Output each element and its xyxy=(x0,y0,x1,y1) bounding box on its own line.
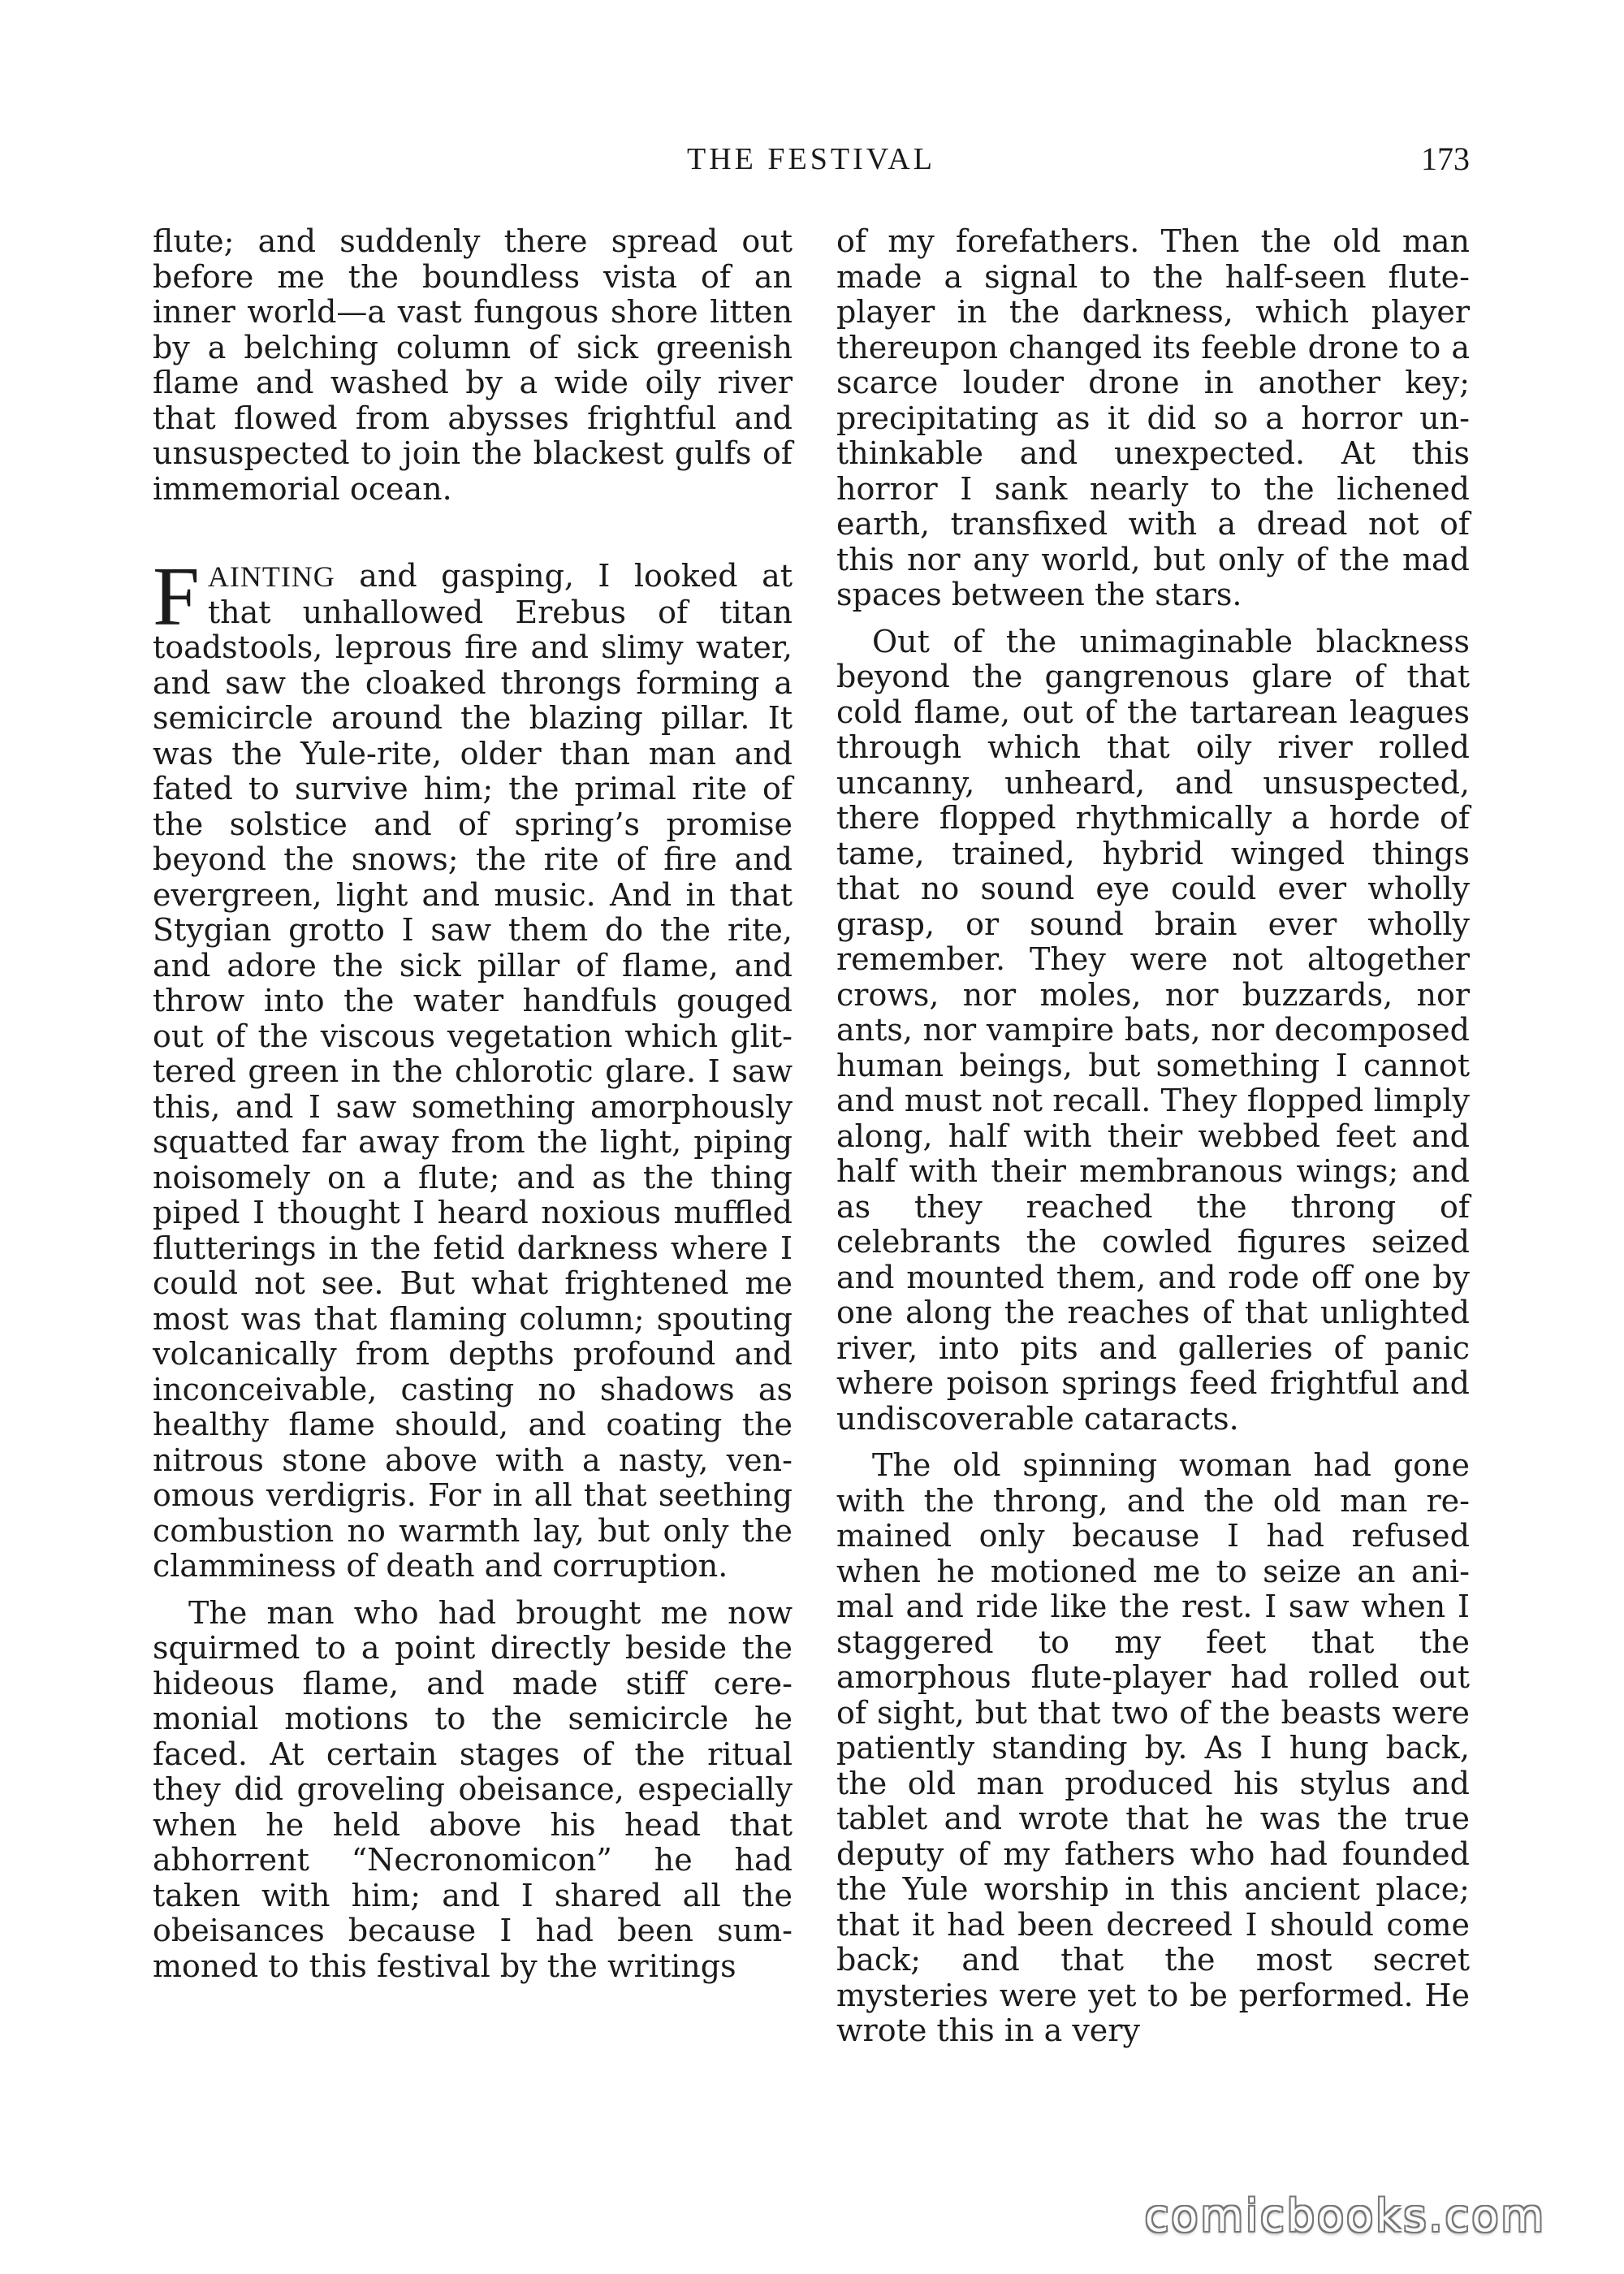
opening-word: AINTING xyxy=(207,560,335,593)
watermark: comicbooks.com xyxy=(1144,2190,1546,2242)
left-column xyxy=(153,224,793,1984)
paragraph-continued: flute; and suddenly there spread out before me the boundless vista of an inner world—a vast fungous shore litten by a belching column of sick greenish flame and washed by a wide oily river that flowed from abysses frightful and unsuspected to join the blackest gulfs of immemorial ocean. xyxy=(153,223,793,507)
paragraph: Out of the unimaginable blackness beyond the gangrenous glare of that cold flame, out of the tartarean leagues through which that oily river rolled uncanny, unheard, and unsuspected, there flopped rhythmically a horde of tame, trained, hybrid winged things that no sound eye could ever wholly grasp, or sound brain ever wholly remember. They were not altogether crows, nor moles, nor buzzards, nor ants, nor vampire bats, nor decomposed human beings, but something I cannot and must not recall. They flopped limply along, half with their webbed feet and half with their membranous wings; and as they reached the throng of celebrants the cowled figures seized and mounted them, and rode off one by one along the reaches of that unlighted river, into pits and galleries of panic where poison springs feed frightful and undiscoverable cataracts. xyxy=(836,623,1470,1437)
section-opening-paragraph xyxy=(153,550,793,1584)
page-number: 173 xyxy=(1421,141,1470,177)
paragraph-continued: of my forefathers. Then the old man made a signal to the half-seen flute-player in the darkness, which player thereupon changed its feeble drone to a scarce louder drone in another key; precipitating as it did so a horror unthinkable and unexpected. At this horror I sank nearly to the lichened earth, transfixed with a dread not of this nor any world, but only of the mad spaces between the stars. xyxy=(836,223,1470,612)
paragraph: The man who had brought me now squirmed to a point directly beside the hideous flame, and made stiff ceremonial motions to the semicircle he faced. At certain stages of the ritual they did groveling obeisance, especially when he held above his head that abhorrent “Necronomicon” he had taken with him; and I shared all the obeisances because I had been summoned to this festival by the writings xyxy=(153,1594,793,1984)
page-header xyxy=(153,140,1470,180)
right-column xyxy=(836,224,1470,2049)
paragraph-text: and gasping, I looked at that unhallowed Erebus of titan toadstools, leprous fire and slimy water, and saw the cloaked throngs forming a semicircle around the blazing pillar. It was the Yule-rite, older than man and fated to survive him; the primal rite of the solstice and of spring’s promise beyond the snows; the rite of fire and evergreen, light and music. And in that Stygian grotto I saw them do the rite, and adore the sick pillar of flame, and throw into the water handfuls gouged out of the viscous vegetation which glittered green in the chlorotic glare. I saw this, and I saw something amorphously squatted far away from the light, piping noisomely on a flute; and as the thing piped I thought I heard noxious muffled flutterings in the fetid darkness where I could not see. But what frightened me most was that flaming column; spouting volcanically from depths profound and inconceivable, casting no shadows as healthy flame should, and coating the nitrous stone above with a nasty, venomous verdigris. For in all that seething combustion no warmth lay, but only the clamminess of death and corruption. xyxy=(153,558,793,1584)
running-title: THE FESTIVAL xyxy=(687,142,935,176)
paragraph: The old spinning woman had gone with the throng, and the old man remained only because I had refused when he motioned me to seize an animal and ride like the rest. I saw when I staggered to my feet that the amorphous flute-player had rolled out of sight, but that two of the beasts were patiently standing by. As I hung back, the old man produced his stylus and tablet and wrote that he was the true deputy of my fathers who had founded the Yule worship in this ancient place; that it had been decreed I should come back; and that the most secret mysteries were yet to be performed. He wrote this in a very xyxy=(836,1447,1470,2048)
drop-cap: F xyxy=(153,550,200,643)
